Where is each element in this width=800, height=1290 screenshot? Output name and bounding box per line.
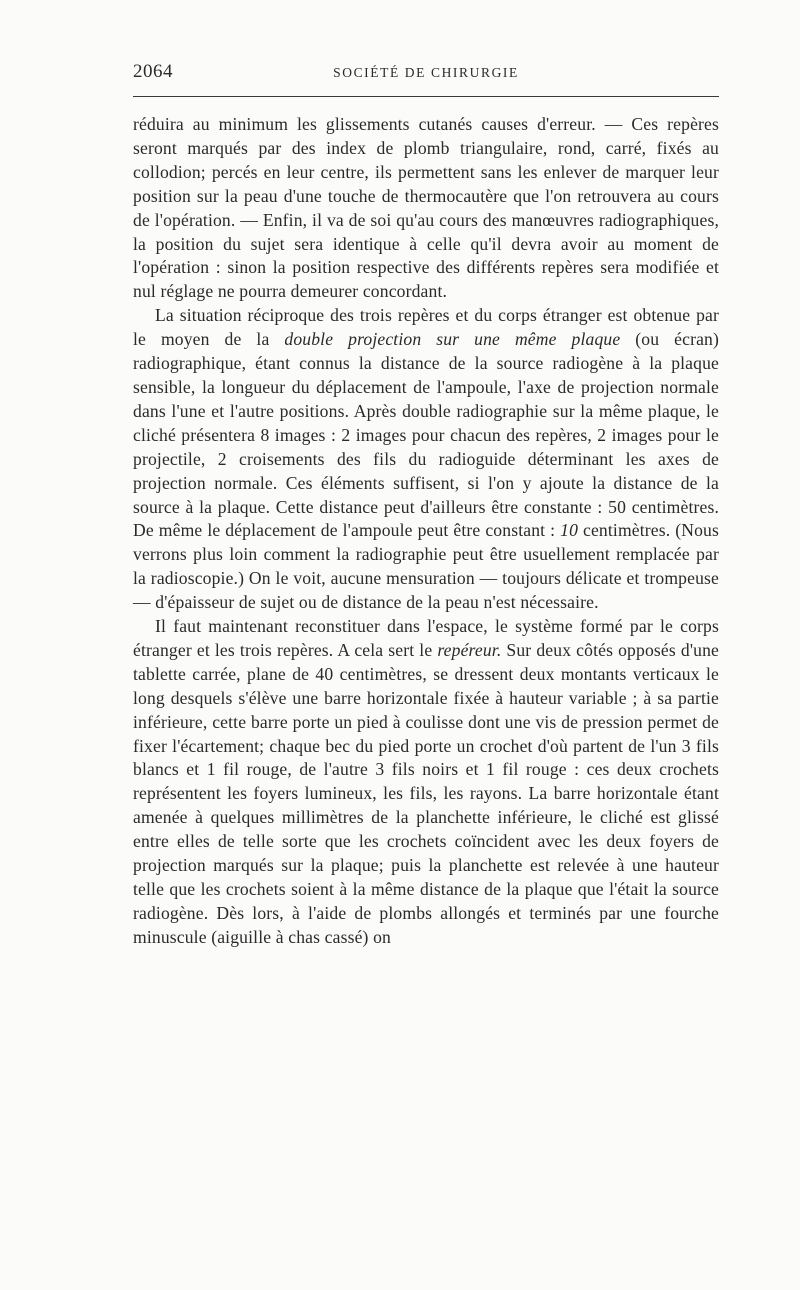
paragraph-1 <box>133 113 719 304</box>
paragraph-3-text-continued: Sur deux côtés opposés d'une tablette carrée, plane de 40 centimètres, se dressent deux montants verticaux le long desquels s'élève une barre horizontale fixée à hauteur variable ; à sa partie inférieure, cette barre porte un pied à coulisse dont une vis de pression permet de fixer l'écartement; chaque bec du pied porte un crochet d'où partent de l'un 3 fils blancs et 1 fil rouge, de l'autre 3 fils noirs et 1 fil rouge : ces deux crochets représentent les foyers lumineux, les fils, les rayons. La barre horizontale étant amenée à quelques millimètres de la planchette inférieure, le cliché est glissé entre elles de telle sorte que les crochets coïncident avec les deux foyers de projection marqués sur la plaque; puis la planchette est relevée à une hauteur telle que les crochets soient à la même distance de la plaque que l'était la source radiogène. Dès lors, à l'aide de plombs allongés et terminés par une fourche minuscule (aiguille à chas cassé) on <box>133 639 719 947</box>
italic-term-double-projection: double projection sur une même plaque <box>284 329 621 350</box>
paragraph-2-text-continued: (ou écran) radiographique, étant connus la distance de la source radiogène à la plaque sensible, la longueur du déplacement de l'ampoule, l'axe de projection normale dans l'une et l'autre positions. Après double radiographie sur la même plaque, le cliché présentera 8 images : 2 images pour chacun des repères, 2 images pour le projectile, 2 croisements des fils du radioguide déterminant les axes de projection normale. Ces éléments suffisent, si l'on y ajoute la distance de la source à la plaque. Cette distance peut d'ailleurs être constante : 50 centimètres. De même le déplacement de l'ampoule peut être constant : <box>133 329 719 541</box>
italic-number-ten: 10 <box>560 520 579 541</box>
italic-term-repereur: repéreur. <box>437 639 502 660</box>
header-rule <box>133 96 719 97</box>
paragraph-1-text: réduira au minimum les glissements cutanés causes d'erreur. — Ces repères seront marqués par des index de plomb triangulaire, rond, carré, fixés au collodion; percés en leur centre, ils permettent sans les enlever de marquer leur position sur la peau d'une touche de thermocautère que l'on retrouvera au cours de l'opération. — Enfin, il va de soi qu'au cours des manœuvres radiographiques, la position du sujet sera identique à celle qu'il devra avoir au moment de l'opération : sinon la position respective des différents repères sera modifiée et nul réglage ne pourra demeurer concordant. <box>133 114 719 302</box>
paragraph-3 <box>133 615 719 950</box>
page <box>133 56 719 950</box>
paragraph-2-text: La situation réciproque des trois repères et du corps étranger est obtenue par le moyen de la <box>133 305 719 350</box>
paragraph-3-text: Il faut maintenant reconstituer dans l'espace, le système formé par le corps étranger et les trois repères. A cela sert le <box>133 616 719 660</box>
page-number: 2064 <box>133 61 173 82</box>
running-head <box>133 56 719 88</box>
journal-title: SOCIÉTÉ DE CHIRURGIE <box>333 65 519 80</box>
body-text <box>133 113 719 950</box>
paragraph-2 <box>133 304 719 615</box>
paragraph-2-text-end: centimètres. (Nous verrons plus loin comment la radiographie peut être usuellement remplacée par la radioscopie.) On le voit, aucune mensuration — toujours délicate et trompeuse — d'épaisseur de sujet ou de distance de la peau n'est nécessaire. <box>133 520 719 613</box>
